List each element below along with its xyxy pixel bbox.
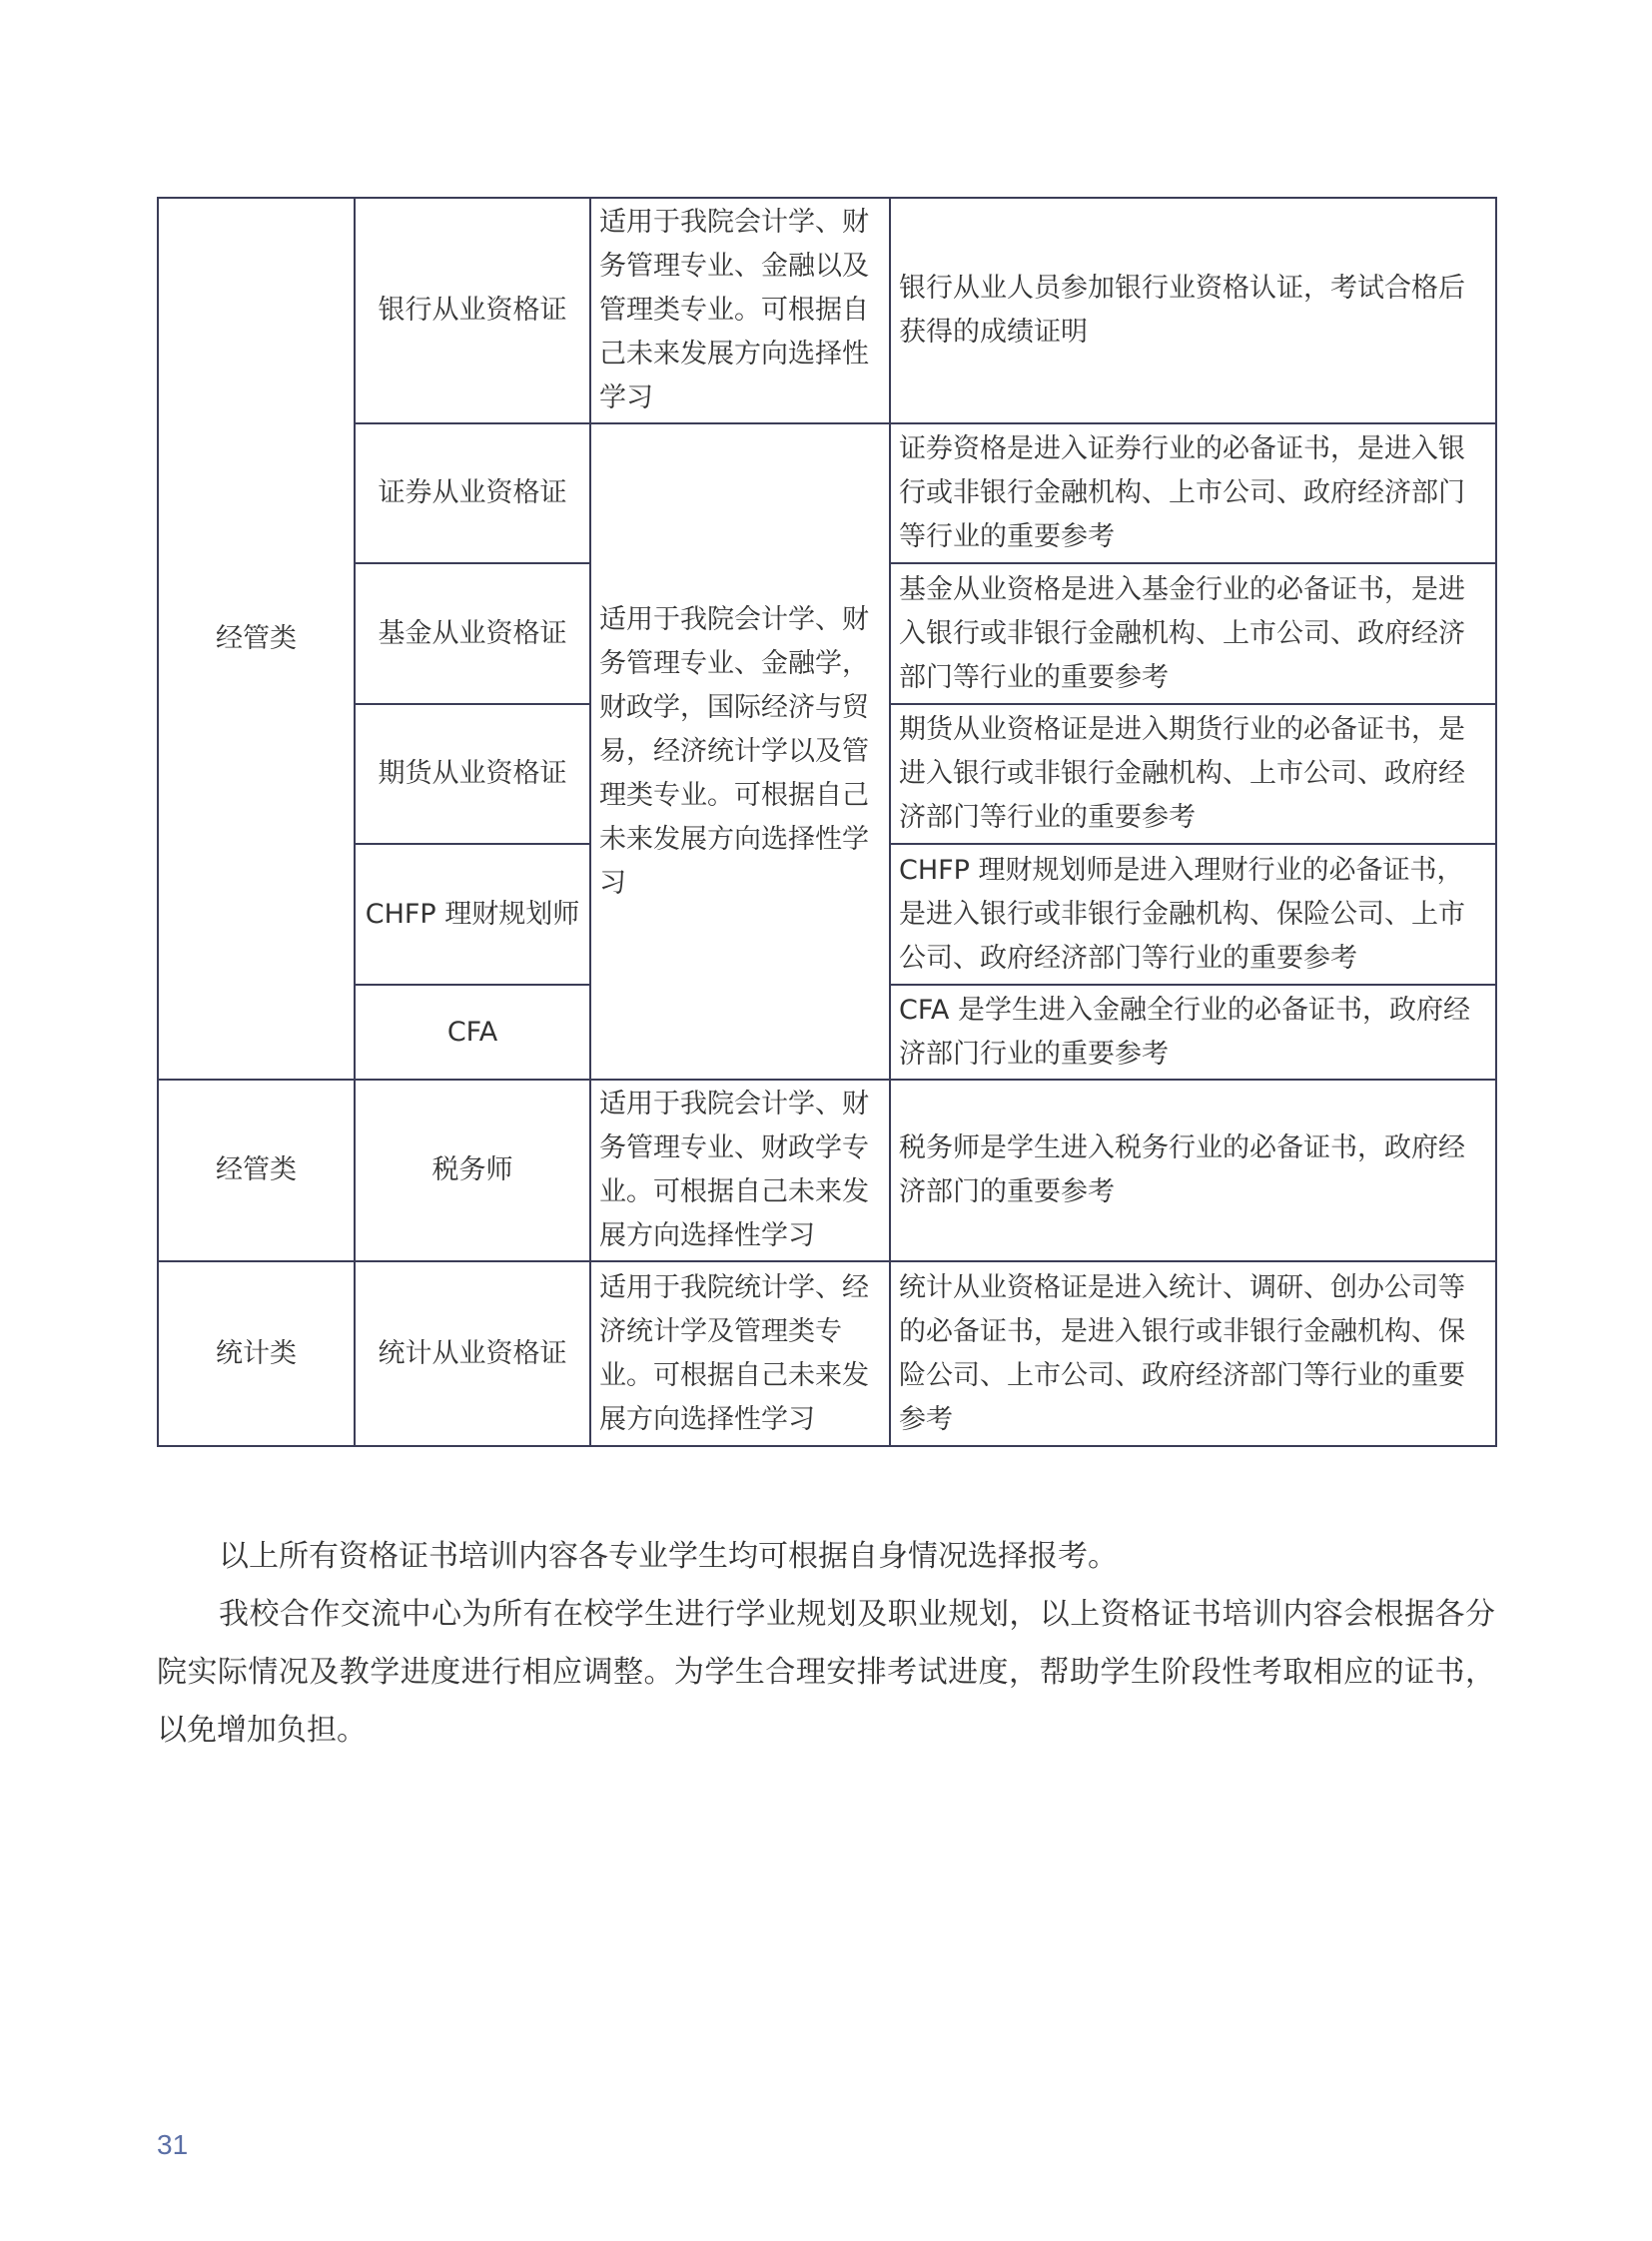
certificate-name-cell: 基金从业资格证 [355,563,590,704]
certificate-name-cell: 税务师 [355,1080,590,1261]
category-cell: 统计类 [158,1261,355,1446]
description-cell: 统计从业资格证是进入统计、调研、创办公司等的必备证书，是进入银行或非银行金融机构、保险公司、上市公司、政府经济部门等行业的重要参考 [890,1261,1496,1446]
certificate-name-cell: CHFP 理财规划师 [355,844,590,985]
description-cell: 证券资格是进入证券行业的必备证书，是进入银行或非银行金融机构、上市公司、政府经济部门等行业的重要参考 [890,423,1496,563]
certificate-name-cell: 统计从业资格证 [355,1261,590,1446]
table-row [158,1261,1496,1446]
description-cell: 基金从业资格是进入基金行业的必备证书，是进入银行或非银行金融机构、上市公司、政府经济部门等行业的重要参考 [890,563,1496,704]
body-text [157,1528,1495,1760]
table-row [158,198,1496,423]
certificate-table [157,197,1497,1447]
paragraph: 以上所有资格证书培训内容各专业学生均可根据自身情况选择报考。 [219,1539,1118,1574]
description-cell: 税务师是学生进入税务行业的必备证书，政府经济部门的重要参考 [890,1080,1496,1261]
category-cell: 经管类 [158,1080,355,1261]
scope-cell: 适用于我院统计学、经济统计学及管理类专业。可根据自己未来发展方向选择性学习 [590,1261,890,1446]
description-cell: 期货从业资格证是进入期货行业的必备证书，是进入银行或非银行金融机构、上市公司、政府经济部门等行业的重要参考 [890,704,1496,844]
category-cell: 经管类 [158,198,355,1080]
certificate-name-cell: CFA [355,985,590,1080]
description-cell: CFA 是学生进入金融全行业的必备证书，政府经济部门行业的重要参考 [890,985,1496,1080]
scope-cell: 适用于我院会计学、财务管理专业、金融以及管理类专业。可根据自己未来发展方向选择性学习 [590,198,890,423]
paragraph: 我校合作交流中心为所有在校学生进行学业规划及职业规划，以上资格证书培训内容会根据各分院实际情况及教学进度进行相应调整。为学生合理安排考试进度，帮助学生阶段性考取相应的证书，以免增加负担。 [157,1597,1495,1748]
table-row [158,1080,1496,1261]
certificate-name-cell: 期货从业资格证 [355,704,590,844]
description-cell: 银行从业人员参加银行业资格认证，考试合格后获得的成绩证明 [890,198,1496,423]
certificate-name-cell: 银行从业资格证 [355,198,590,423]
shared-scope-cell: 适用于我院会计学、财务管理专业、金融学，财政学，国际经济与贸易，经济统计学以及管理类专业。可根据自己未来发展方向选择性学习 [590,423,890,1080]
description-cell: CHFP 理财规划师是进入理财行业的必备证书，是进入银行或非银行金融机构、保险公司、上市公司、政府经济部门等行业的重要参考 [890,844,1496,985]
certificate-name-cell: 证券从业资格证 [355,423,590,563]
page-number: 31 [157,2129,189,2160]
scope-cell: 适用于我院会计学、财务管理专业、财政学专业。可根据自己未来发展方向选择性学习 [590,1080,890,1261]
table-row [158,423,1496,563]
